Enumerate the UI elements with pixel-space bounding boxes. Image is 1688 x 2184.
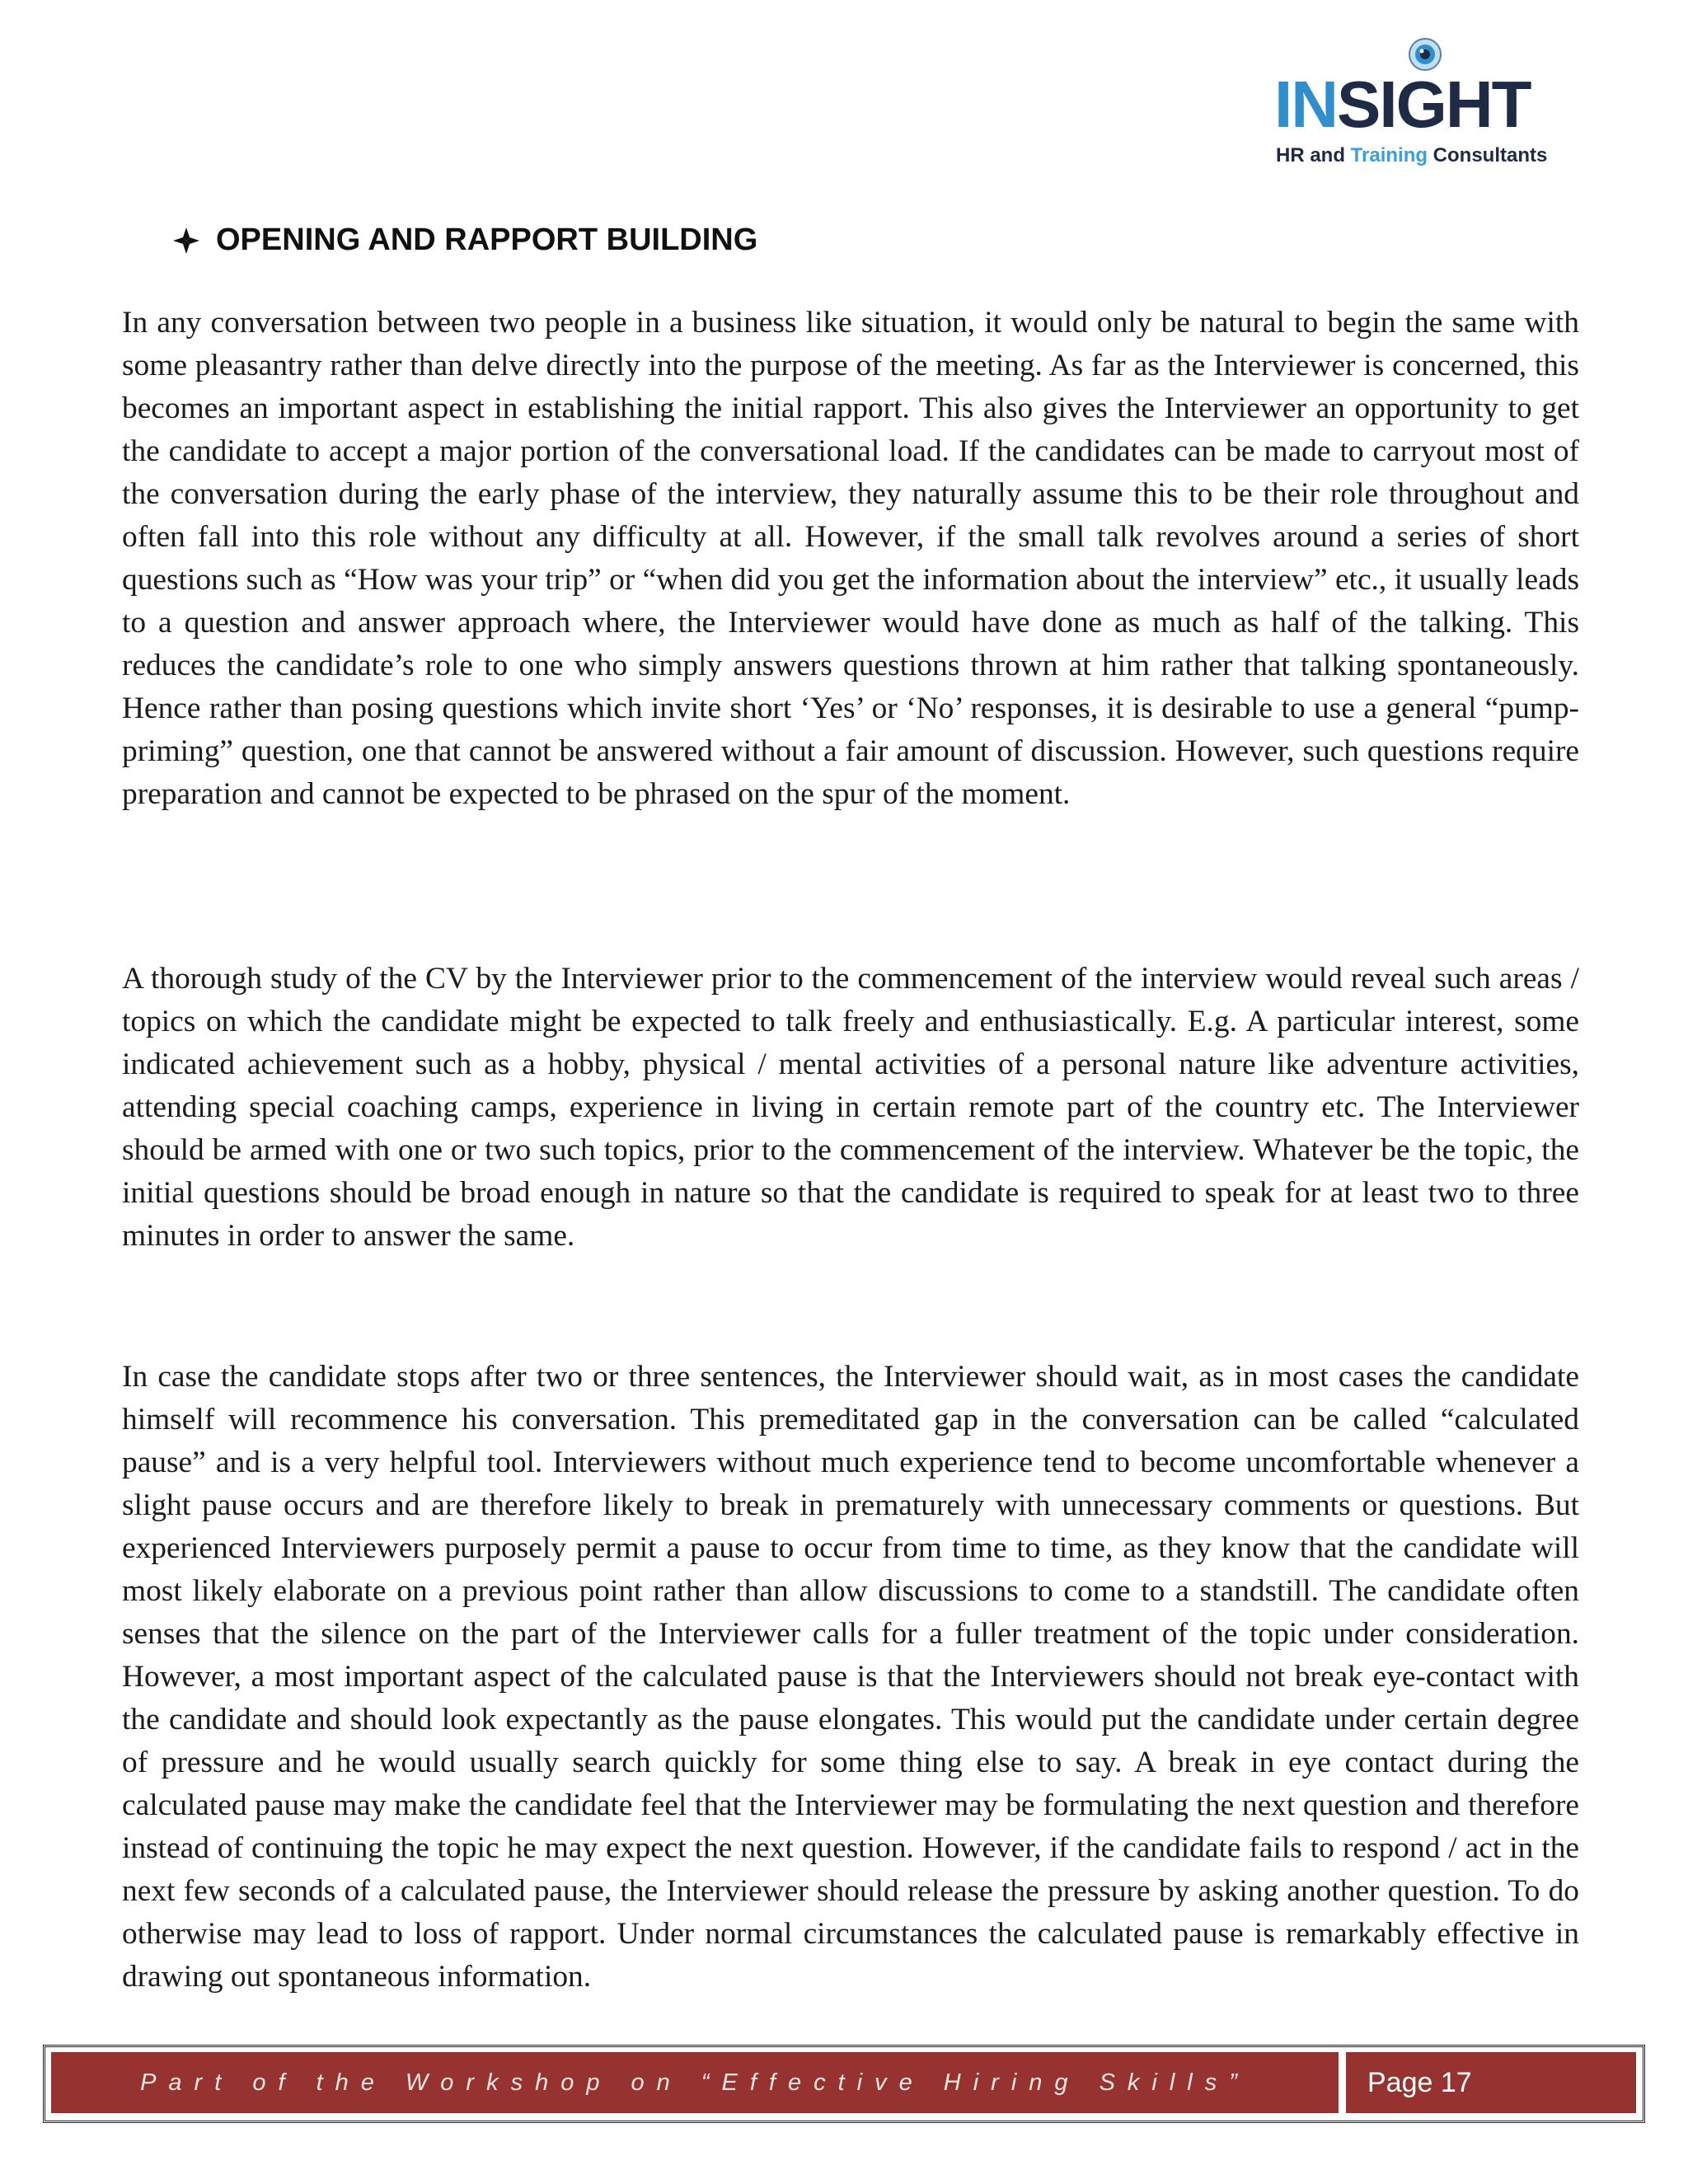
diamond-bullet-icon — [171, 226, 201, 255]
logo-tagline-1: HR and — [1276, 144, 1351, 166]
section-heading-text: OPENING AND RAPPORT BUILDING — [216, 223, 758, 257]
page-number: Page 17 — [1346, 2052, 1636, 2113]
eye-icon — [1409, 39, 1441, 70]
insight-logo — [1269, 30, 1624, 175]
svg-text:INSIGHT — [1274, 68, 1532, 141]
paragraph-cv-study: A thorough study of the CV by the Interviewer prior to the commencement of the interview would reveal such areas / topics on which the candidate might be expected to talk freely and enthusiastically. E.g. A particular interest, some indicated achievement such as a hobby, physical / mental activities of a personal nature like adventure activities, attending special coaching camps, experience in living in certain remote part of the country etc. The Interviewer should be armed with one or two such topics, prior to the commencement of the interview. Whatever be the topic, the initial questions should be broad enough in nature so that the candidate is required to speak for at least two to three minutes in order to answer the same. — [122, 962, 1579, 1253]
paragraph-opening: In any conversation between two people in a business like situation, it would only be natural to begin the same with some pleasantry rather than delve directly into the purpose of the meeting. As far as the Interviewer is concerned, this becomes an important aspect in establishing the initial rapport. This also gives the Interviewer an opportunity to get the candidate to accept a major portion of the conversational load. If the candidates can be made to carryout most of the conversation during the early phase of the interview, they naturally assume this to be their role throughout and often fall into this role without any difficulty at all. However, if the small talk revolves around a series of short questions such as “How was your trip” or “when did you get the information about the interview” etc., it usually leads to a question and answer approach where, the Interviewer would have done as much as half of the talking. This reduces the candidate’s role to one who simply answers questions thrown at him rather that talking spontaneously. Hence rather than posing questions which invite short ‘Yes’ or ‘No’ responses, it is desirable to use a general “pump-priming” question, one that cannot be answered without a fair amount of discussion. However, such questions require preparation and cannot be expected to be phrased on the spur of the moment. — [122, 306, 1579, 811]
footer-workshop-band: Part of the Workshop on “Effective Hiring Skills” — [51, 2052, 1339, 2113]
logo-brand-in: IN — [1274, 68, 1337, 141]
section-heading — [171, 223, 757, 258]
svg-text:HR and Training Consultants — [1276, 144, 1547, 166]
logo-tagline-2: Training — [1350, 144, 1428, 166]
paragraph-calculated-pause: In case the candidate stops after two or three sentences, the Interviewer should wait, as in most cases the candidate himself will recommence his conversation. This premeditated gap in the conversation can be called “calculated pause” and is a very helpful tool. Interviewers without much experience tend to become uncomfortable whenever a slight pause occurs and are therefore likely to break in prematurely with unnecessary comments or questions. But experienced Interviewers purposely permit a pause to occur from time to time, as they know that the candidate will most likely elaborate on a previous point rather than allow discussions to come to a standstill. The candidate often senses that the silence on the part of the Interviewer calls for a fuller treatment of the topic under consideration. However, a most important aspect of the calculated pause is that the Interviewers should not break eye-contact with the candidate and should look expectantly as the pause elongates. This would put the candidate under certain degree of pressure and he would usually search quickly for some thing else to say. A break in eye contact during the calculated pause may make the candidate feel that the Interviewer may be formulating the next question and therefore instead of continuing the topic he may expect the next question. However, if the candidate fails to respond / act in the next few seconds of a calculated pause, the Interviewer should release the pressure by asking another question. To do otherwise may lead to loss of rapport. Under normal circumstances the calculated pause is remarkably effective in drawing out spontaneous information. — [122, 1360, 1579, 1994]
logo-tagline-3: Consultants — [1428, 144, 1548, 166]
logo-brand-sight: SIGHT — [1337, 68, 1531, 141]
